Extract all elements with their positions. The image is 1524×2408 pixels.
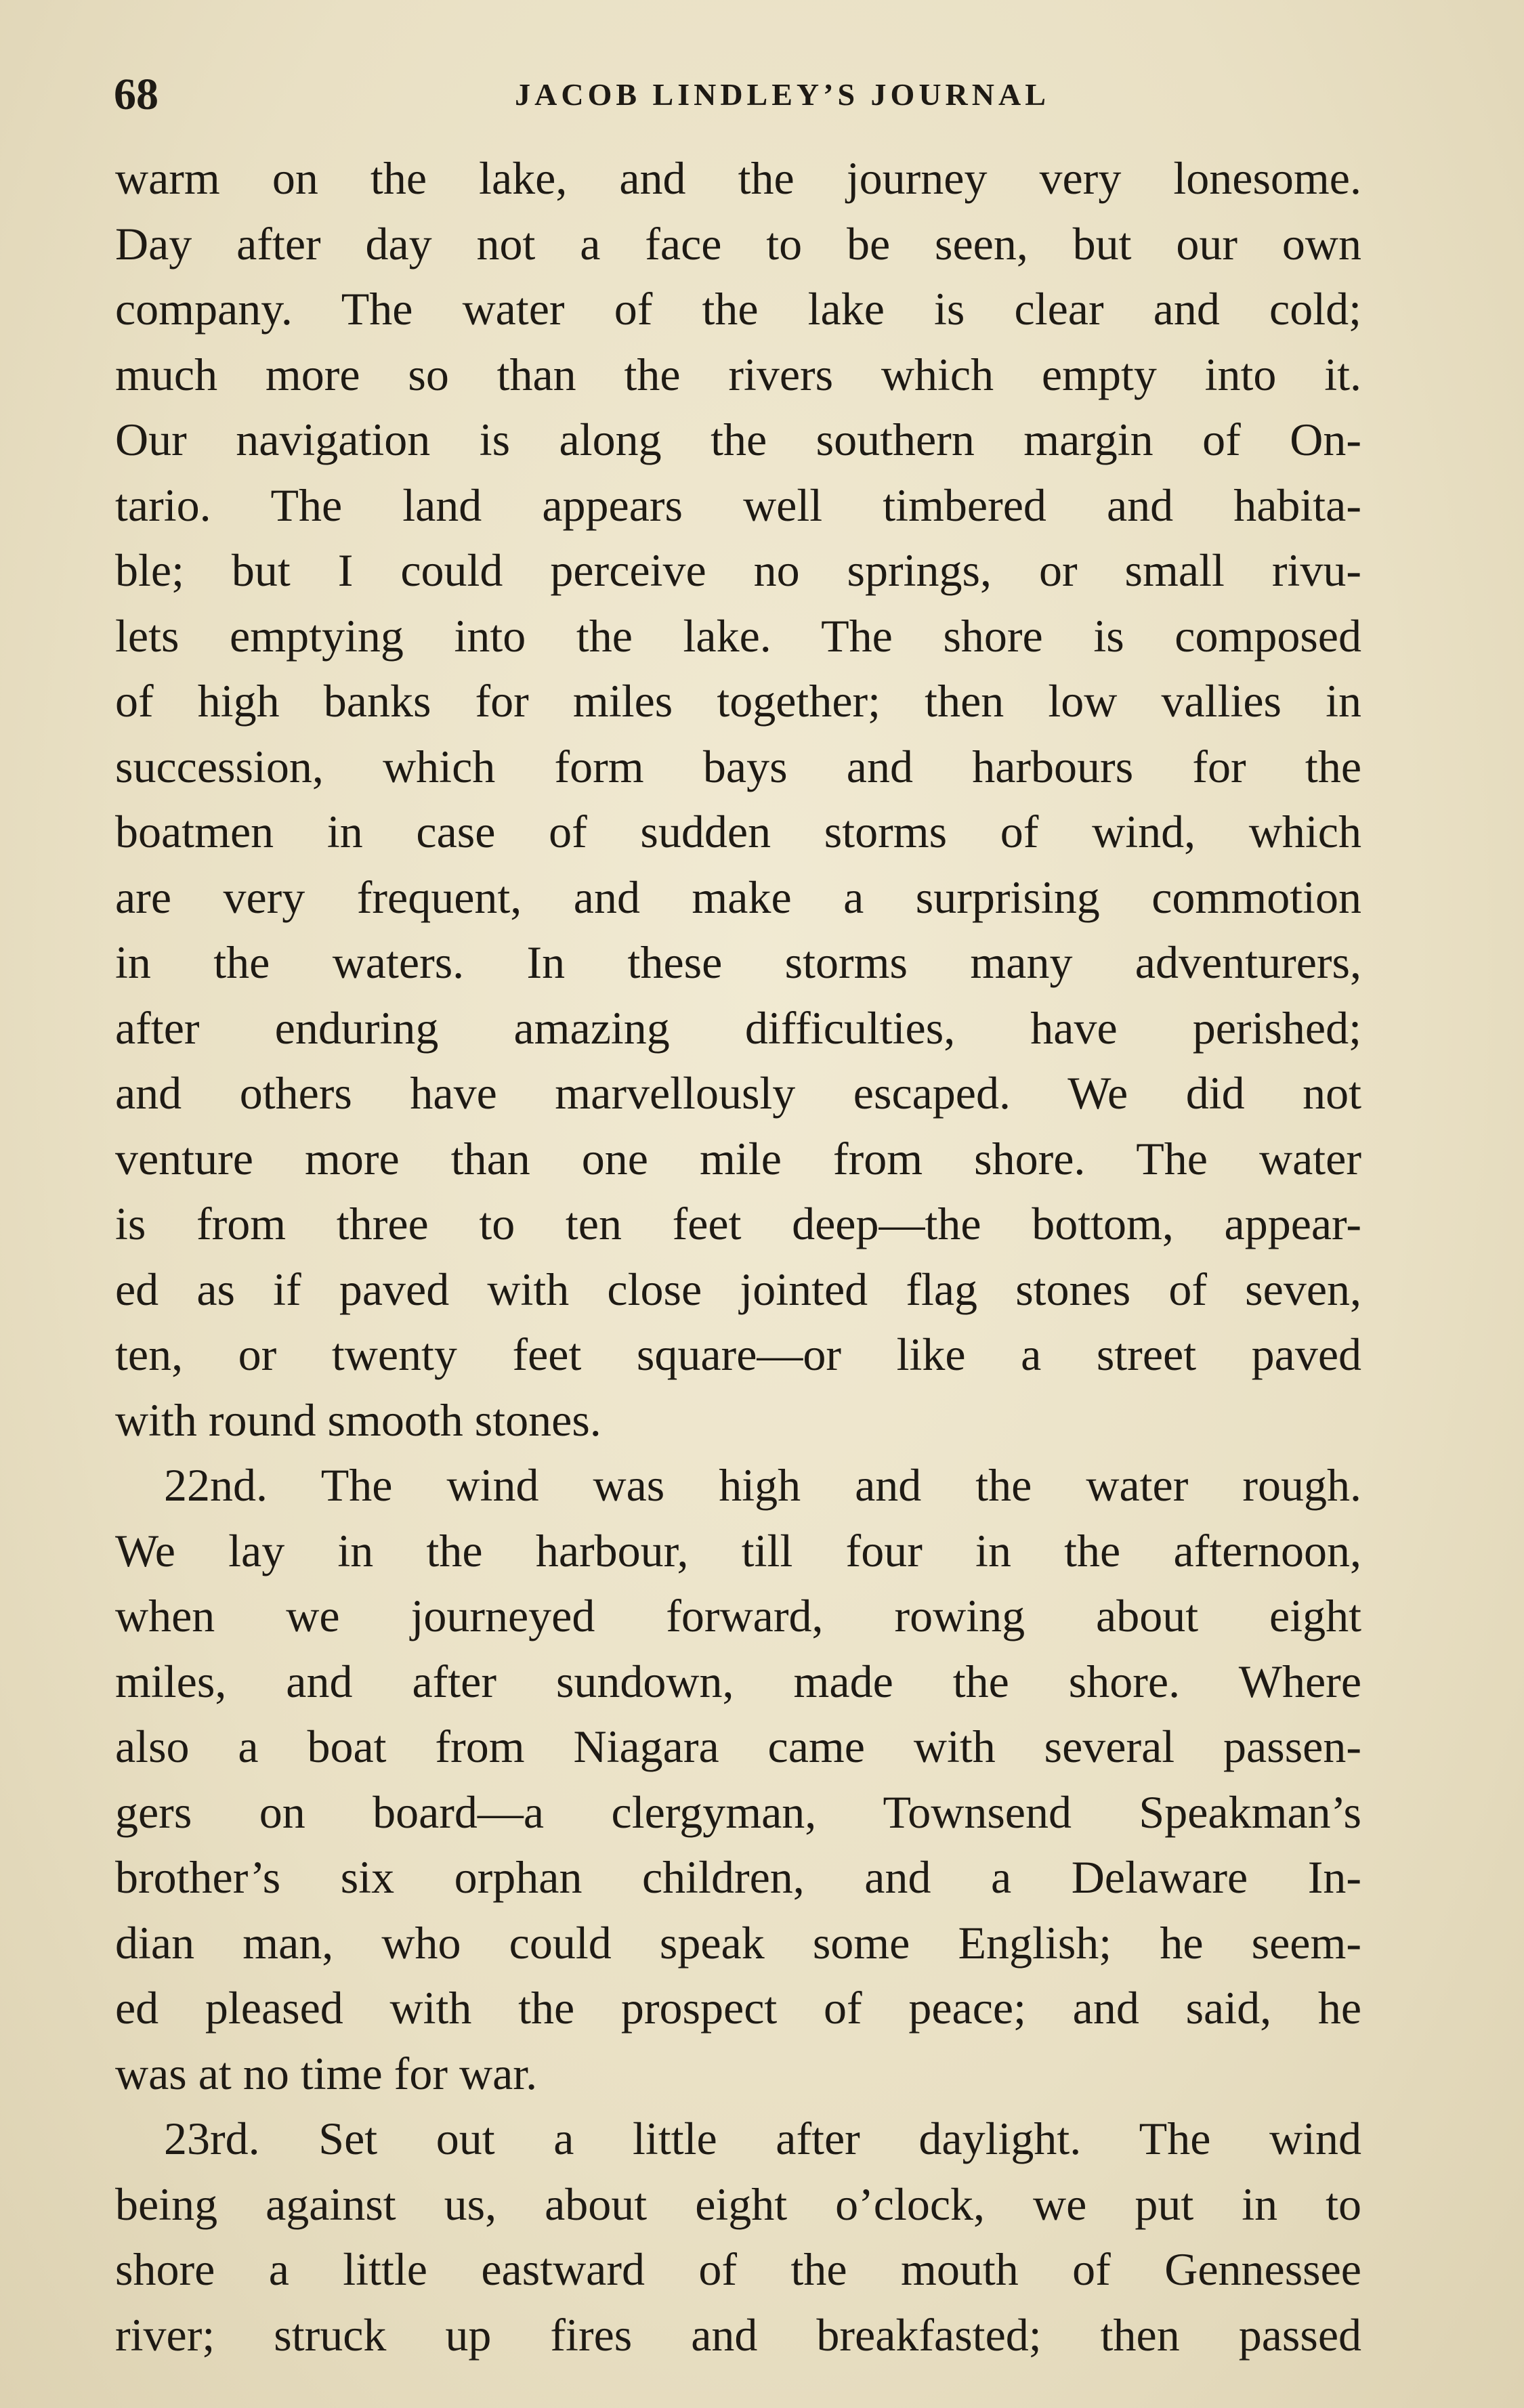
text-line: brother’s six orphan children, and a Delaware In- [115, 1851, 1361, 1903]
text-line: boatmen in case of sudden storms of wind, which [115, 806, 1361, 857]
text-line: venture more than one mile from shore. The water [115, 1132, 1361, 1184]
text-line: company. The water of the lake is clear and cold; [115, 283, 1361, 335]
running-title: JACOB LINDLEY’S JOURNAL [515, 77, 1050, 112]
paragraph-start-line: 22nd. The wind was high and the water rough. [164, 1459, 1361, 1511]
text-line: being against us, about eight o’clock, we put in to [115, 2178, 1361, 2230]
text-line: after enduring amazing difficulties, have perished; [115, 1002, 1361, 1054]
text-line: is from three to ten feet deep—the bottom, appear- [115, 1198, 1361, 1249]
text-line: Day after day not a face to be seen, but our own [115, 217, 1361, 270]
text-line: ble; but I could perceive no springs, or small rivu- [115, 544, 1361, 596]
text-line: We lay in the harbour, till four in the afternoon, [115, 1524, 1361, 1576]
text-line: also a boat from Niagara came with several passen- [115, 1721, 1361, 1772]
text-line: are very frequent, and make a surprising commotion [115, 871, 1361, 923]
text-line: was at no time for war. [115, 2047, 538, 2099]
text-line: ed pleased with the prospect of peace; and said, he [115, 1982, 1361, 2034]
text-line: Our navigation is along the southern margin of On- [115, 414, 1361, 465]
text-line: tario. The land appears well timbered and habita- [115, 479, 1361, 531]
text-line: shore a little eastward of the mouth of Gennessee [115, 2243, 1361, 2295]
text-line: dian man, who could speak some English; he seem- [115, 1916, 1361, 1969]
text-line: when we journeyed forward, rowing about eight [115, 1590, 1361, 1641]
paragraph-start-line: 23rd. Set out a little after daylight. The wind [164, 2113, 1361, 2164]
body-text [115, 146, 1361, 2367]
text-line: river; struck up fires and breakfasted; then passed [115, 2308, 1361, 2361]
page-number: 68 [114, 70, 158, 119]
text-line: with round smooth stones. [115, 1394, 601, 1446]
text-line: lets emptying into the lake. The shore is composed [115, 609, 1361, 662]
text-line: miles, and after sundown, made the shore. Where [115, 1655, 1361, 1707]
text-line: in the waters. In these storms many adventurers, [115, 937, 1361, 988]
text-line: succession, which form bays and harbours for the [115, 740, 1361, 792]
text-line: of high banks for miles together; then low vallies in [115, 675, 1361, 727]
text-line: much more so than the rivers which empty into it. [115, 348, 1361, 400]
text-line: ten, or twenty feet square—or like a street paved [115, 1329, 1361, 1380]
running-head [108, 64, 1375, 125]
text-line: ed as if paved with close jointed flag stones of seven, [115, 1263, 1361, 1315]
text-line: gers on board—a clergyman, Townsend Speakman’s [115, 1786, 1361, 1838]
text-line: and others have marvellously escaped. We did not [115, 1067, 1361, 1119]
text-line: warm on the lake, and the journey very lonesome. [115, 152, 1361, 204]
